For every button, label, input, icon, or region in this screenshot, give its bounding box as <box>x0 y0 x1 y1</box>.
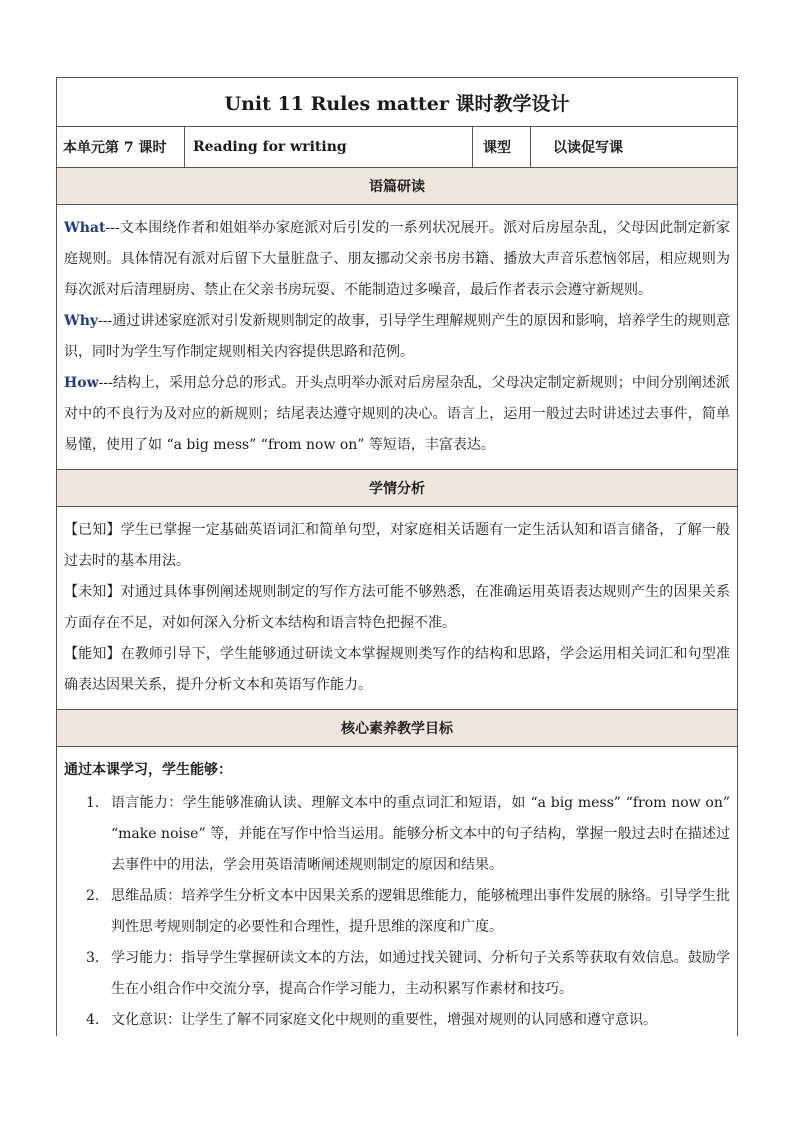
goal-item <box>64 788 730 881</box>
lesson-name: Reading for writing <box>185 127 473 167</box>
goal-text: 文化意识：让学生了解不同家庭文化中规则的重要性，增强对规则的认同感和遵守意识。 <box>111 1012 657 1028</box>
goal-item <box>64 881 730 943</box>
text-study-content <box>57 205 737 470</box>
goal-text: 学习能力：指导学生掌握研读文本的方法，如通过找关键词、分析句子关系等获取有效信息。鼓励学生在小组合作中交流分享，提高合作学习能力，主动积累写作素材和技巧。 <box>111 950 730 997</box>
what-label: What <box>64 220 106 236</box>
why-label: Why <box>64 313 99 329</box>
learner-analysis-content <box>57 507 737 710</box>
goals-list <box>64 788 730 1036</box>
goal-number: 4. <box>86 1012 100 1028</box>
section-heading-text-study: 语篇研读 <box>57 168 737 205</box>
how-label: How <box>64 375 99 391</box>
lesson-number: 本单元第 7 课时 <box>57 127 185 167</box>
goal-item <box>64 943 730 1005</box>
why-paragraph <box>64 306 730 368</box>
known-paragraph: 【已知】学生已掌握一定基础英语词汇和简单句型，对家庭相关话题有一定生活认知和语言储备，了解一般过去时的基本用法。 <box>64 522 730 569</box>
how-paragraph <box>64 368 730 461</box>
section-heading-goals: 核心素养教学目标 <box>57 710 737 747</box>
section-heading-learner-analysis: 学情分析 <box>57 470 737 507</box>
goal-text: 语言能力：学生能够准确认读、理解文本中的重点词汇和短语，如 “a big mess” “from now on” “make noise” 等，并能在写作中恰当运用。能够分析文本中的句子结构，掌握一般过去时在描述过去事件中的用法，学会用英语清晰阐述规则制定的原因和结果。 <box>111 795 730 873</box>
what-text: ---文本围绕作者和姐姐举办家庭派对后引发的一系列状况展开。派对后房屋杂乱，父母因此制定新家庭规则。具体情况有派对后留下大量脏盘子、朋友挪动父亲书房书籍、播放大声音乐惹恼邻居，相应规则为每次派对后清理厨房、禁止在父亲书房玩耍、不能制造过多噪音，最后作者表示会遵守新规则。 <box>64 220 730 298</box>
lesson-type-label: 课型 <box>473 127 531 167</box>
goals-content <box>57 747 737 1036</box>
goal-number: 1. <box>86 795 100 811</box>
lesson-meta-row <box>57 127 737 168</box>
lesson-type-value: 以读促写课 <box>553 140 623 156</box>
document-title: Unit 11 Rules matter 课时教学设计 <box>57 78 737 127</box>
can-know-paragraph: 【能知】在教师引导下，学生能够通过研读文本掌握规则类写作的结构和思路，学会运用相关词汇和句型准确表达因果关系，提升分析文本和英语写作能力。 <box>64 646 730 693</box>
goal-number: 2. <box>86 888 100 904</box>
goal-item <box>64 1005 730 1036</box>
goal-text: 思维品质：培养学生分析文本中因果关系的逻辑思维能力，能够梳理出事件发展的脉络。引导学生批判性思考规则制定的必要性和合理性，提升思维的深度和广度。 <box>111 888 730 935</box>
goals-intro: 通过本课学习，学生能够： <box>64 762 232 778</box>
how-text: ---结构上，采用总分总的形式。开头点明举办派对后房屋杂乱，父母决定制定新规则；中间分别阐述派对中的不良行为及对应的新规则；结尾表达遵守规则的决心。语言上，运用一般过去时讲述过去事件，简单易懂，使用了如 “a big mess” “from now on” 等短语，丰富表达。 <box>64 375 730 453</box>
what-paragraph <box>64 213 730 306</box>
why-text: ---通过讲述家庭派对引发新规则制定的故事，引导学生理解规则产生的原因和影响，培养学生的规则意识，同时为学生写作制定规则相关内容提供思路和范例。 <box>64 313 730 360</box>
unknown-paragraph: 【未知】对通过具体事例阐述规则制定的写作方法可能不够熟悉，在准确运用英语表达规则产生的因果关系方面存在不足，对如何深入分析文本结构和语言特色把握不准。 <box>64 584 730 631</box>
goal-number: 3. <box>86 950 100 966</box>
lesson-plan-table <box>56 77 738 1036</box>
